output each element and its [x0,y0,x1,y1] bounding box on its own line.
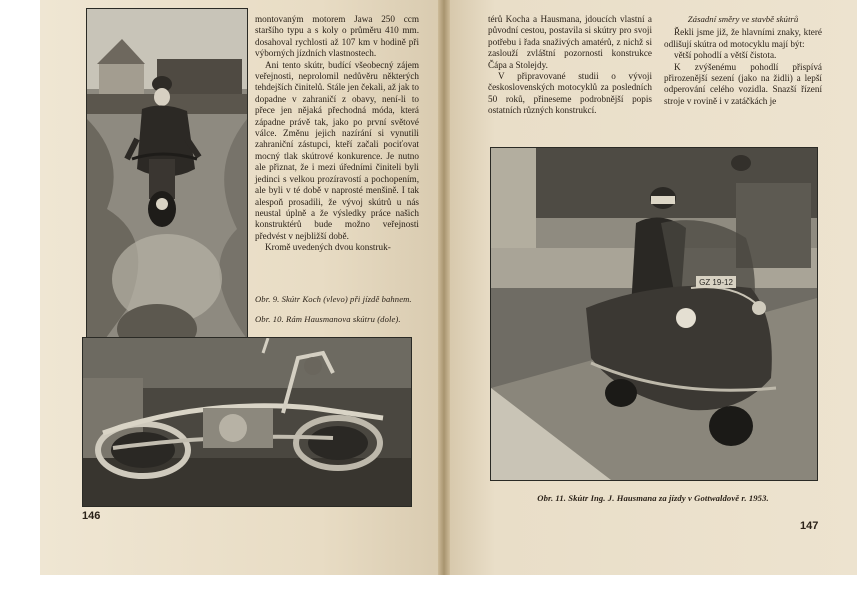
paragraph: térů Kocha a Hausmana, jdoucích vlastní a původní cestou, postavila si skútry pro svoji potřebu i řada snaživých amatérů, z nichž si zaslouží zvláštní pozornosti konstrukce Čápa a Stolejdy. [488,14,652,70]
paragraph: Řekli jsme již, že hlavními znaky, které odlišují skútra od motocyklu mají být: [664,27,822,49]
book-gutter [438,0,450,575]
caption-figure-11: Obr. 11. Skútr Ing. J. Hausmana za jízdy v Gottwaldově r. 1953. [537,493,769,503]
paragraph: větší pohodlí a větší čistota. [674,50,777,61]
photo-hausman-frame [82,337,412,507]
caption-figure-10: Obr. 10. Rám Hausmanova skútru (dole). [255,314,401,324]
page-number-left: 146 [82,510,101,522]
paragraph: Kromě uvedených dvou konstruk- [265,242,391,253]
photo-hausman-scooter-riding [490,147,818,481]
paragraph: V připravované studii o vývoji československých motocyklů za posledních 50 roků, přineseme podrobnější popis ostatních různých konstrukcí. [488,71,652,116]
paragraph: montovaným motorem Jawa 250 ccm staršího typu a s koly o průměru 410 mm. dosahoval rychlosti až 107 km v hodině při výborných jízdních vlastnostech. [255,14,419,59]
right-page-text-column-1 [488,14,652,117]
section-heading: Zásadní směry ve stavbě skútrů [687,14,799,24]
page-number-right: 147 [800,520,819,532]
paragraph: K zvýšenému pohodlí přispívá přirozenější sezení (jako na židli) a lepší odperování celého vozidla. Snazší řízení stroje v rovině i v zatáčkách je [664,61,822,106]
paragraph: Ani tento skútr, budící všeobecný zájem veřejnosti, neprolomil nedůvěru některých tehdejších činitelů. Stále jen čekali, až jak to dopadne v zahraničí z obavy, není-li to přece jen nějaká přechodná módа, která západne právě tak, jako po první světové válce. Změnu jejich nazírání si vynutili zahraniční zástupci, kteří začali pociťovat mocný tlak skútrové konkurence. Je nutno ale přiznat, že i mezi úředními činiteli byli jedinci s velkou prozíravostí a pochopením, ale byli v té době v naprosté menšině. I tak alespoň prosadili, že vývoj skútrů u nás neustal úplně a že výsledky práce našich konstruktérů bude možno veřejnosti předvést v nejbližší době. [255,59,419,241]
caption-figure-9: Obr. 9. Skútr Koch (vlevo) při jízdě bahnem. [255,294,412,304]
left-page-text [255,14,419,254]
right-page-text-column-2 [664,14,822,107]
license-plate: GZ 19-12 [699,278,733,287]
photo-koch-scooter-mud [86,8,248,365]
